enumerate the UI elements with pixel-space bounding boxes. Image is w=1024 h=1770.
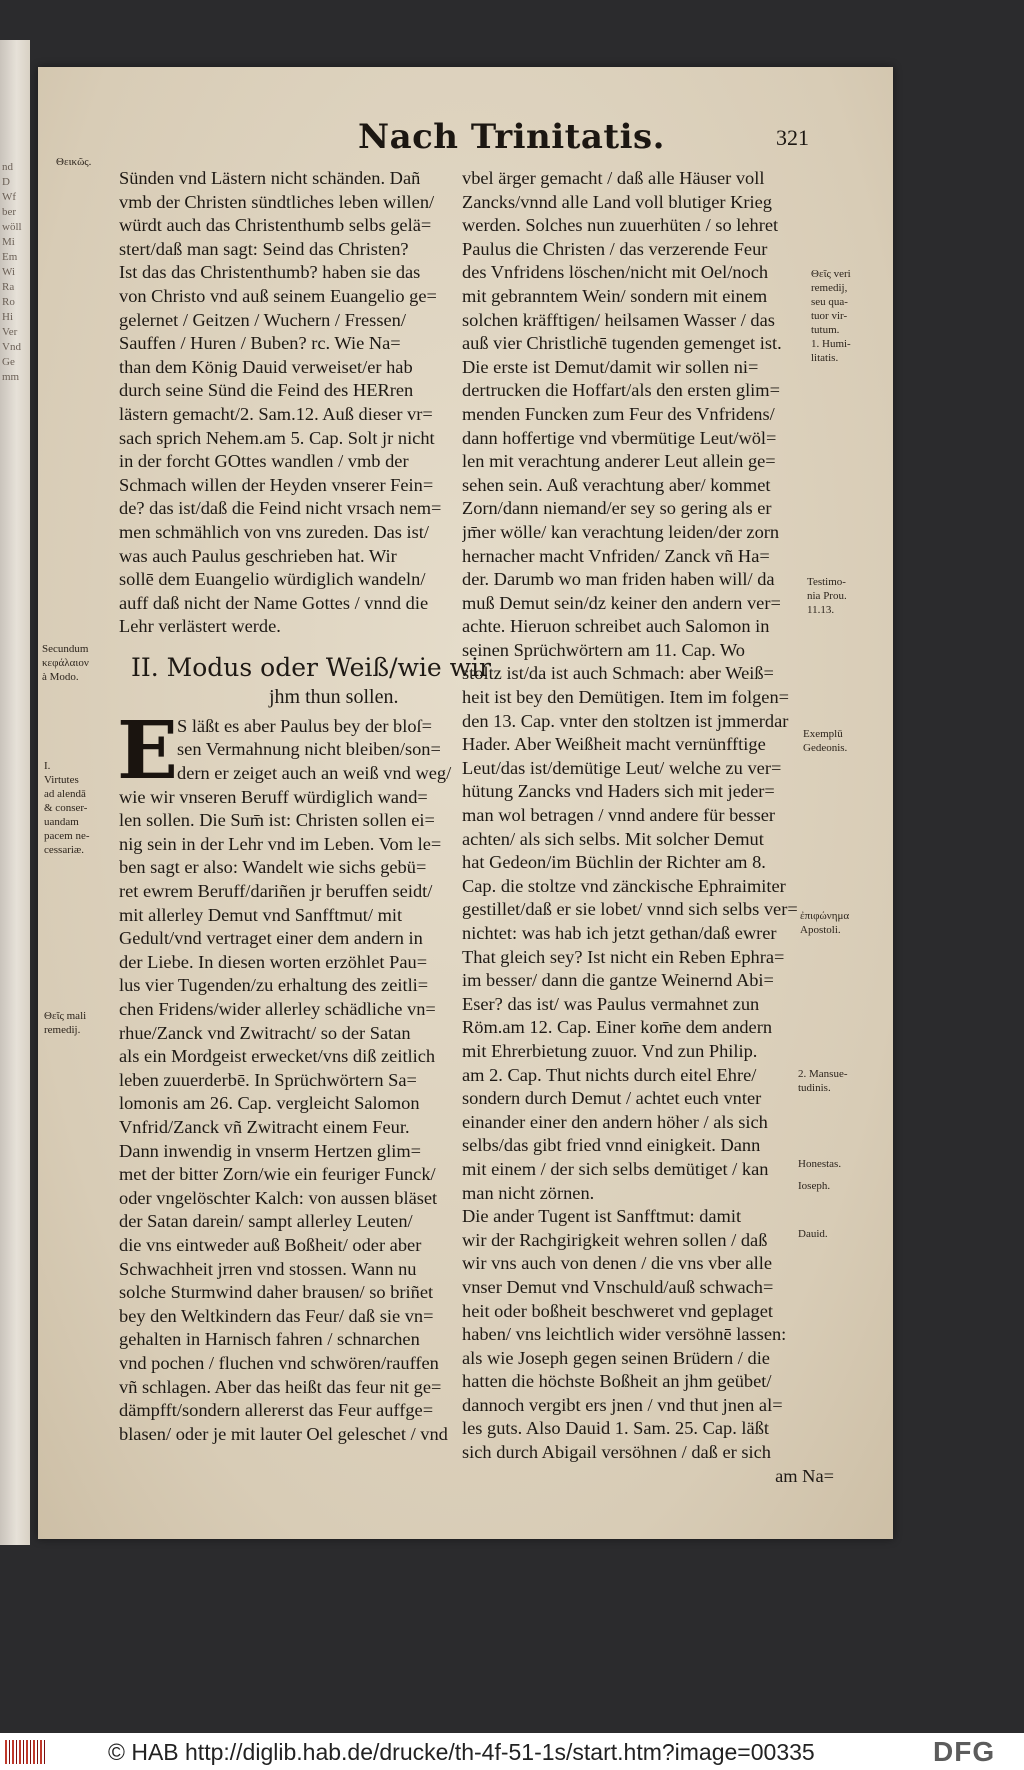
spine-fragment: D <box>2 176 10 188</box>
text-line: sondern durch Demut / achtet euch vnter <box>462 1088 762 1109</box>
text-line: ben sagt er also: Wandelt wie sichs gebü= <box>119 857 427 878</box>
text-line: chen Fridens/wider allerley schädliche vn= <box>119 999 436 1019</box>
text-line: einander einer den andern höher / als sich <box>462 1111 768 1132</box>
left-margin-note-3 <box>44 759 90 857</box>
text-line: am 2. Cap. Thut nichts durch eitel Ehre/ <box>462 1064 757 1085</box>
text-line: solchen kräfftigen/ heilsamen Wasser / das <box>462 309 775 330</box>
text-line: stert/daß man sagt: Seind das Christen? <box>119 238 409 259</box>
text-line: rhue/Zanck vnd Zwitracht/ so der Satan <box>119 1022 411 1043</box>
text-line: hütung Zancks vnd Haders sich mit jeder= <box>462 781 775 802</box>
text-line: remedij, <box>811 282 848 294</box>
right-text-column <box>462 167 844 1488</box>
page-number: 321 <box>776 125 809 150</box>
text-line: nichtet: was hab ich jetzt gethan/daß ewrer <box>462 923 777 943</box>
text-line: solche Sturmwind daher brausen/ so briñet <box>119 1282 434 1303</box>
spine-fragment: nd <box>2 161 13 173</box>
text-line: Eser? das ist/ was Paulus vermahnet zun <box>462 993 760 1014</box>
adjacent-page-edge <box>0 40 30 1545</box>
text-line: Vnfrid/Zanck vñ Zwitracht einem Feur. <box>119 1116 410 1137</box>
text-line: gestillet/daß er sie lobet/ vnnd sich selbs ver= <box>462 899 798 920</box>
text-line: mit allerley Demut vnd Sanfftmut/ mit <box>119 904 403 925</box>
text-line: wir der Rachgirigkeit wehren sollen / daß <box>462 1229 768 1250</box>
spine-fragment: Em <box>2 251 18 263</box>
viewer-footer <box>0 1733 1024 1770</box>
text-line: achte. Hieruon schreibet auch Salomon in <box>462 616 770 637</box>
text-line: im besser/ dann die gantze Weinernd Abi= <box>462 970 774 991</box>
text-line: wie wir vnseren Beruff würdiglich wand= <box>119 786 428 807</box>
text-line: werden. Solches nun zuuerhüten / so lehret <box>462 215 779 236</box>
text-line: Secundum <box>42 643 89 655</box>
text-line: die vns eintweder auß Boßheit/ oder aber <box>119 1234 422 1255</box>
text-line: dern er zeiget auch an weiß vnd weg/ <box>177 763 452 784</box>
text-line: gelernet / Geitzen / Wuchern / Fressen/ <box>119 309 406 330</box>
text-line: blasen/ oder je mit lauter Oel geleschet / vnd <box>119 1423 448 1444</box>
text-line: heit oder boßheit beschweret vnd geplaget <box>462 1300 773 1321</box>
text-line: vnd pochen / fluchen vnd schwören/rauffen <box>119 1352 439 1373</box>
text-line: Leut/das ist/demütige Leut/ welche zu ver= <box>462 757 782 778</box>
text-line: hatten die höchste Boßheit an jhm geübet/ <box>462 1371 772 1392</box>
text-line: dämpfft/sondern allererst das Feur auffge= <box>119 1400 434 1421</box>
text-line: tudinis. <box>798 1082 831 1094</box>
text-line: len sollen. Die Sum̄ ist: Christen sollen ei= <box>119 810 435 831</box>
text-line: tutum. <box>811 324 840 336</box>
spine-fragment: Hi <box>2 311 13 323</box>
adjacent-page-fragments <box>2 160 28 385</box>
left-margin-note-1 <box>56 155 91 169</box>
text-line: lus vier Tugenden/zu erhaltung des zeitli= <box>119 975 429 996</box>
text-line: litatis. <box>811 352 839 364</box>
text-line: durch seine Sünd die Feind des HERren <box>119 380 414 401</box>
left-margin-note-4 <box>44 1009 86 1037</box>
text-line: der Liebe. In diesen worten erzöhlet Pau= <box>119 951 428 972</box>
text-line: Honestas. <box>798 1158 842 1170</box>
catchword: am Na= <box>775 1465 834 1486</box>
text-line: uandam <box>44 816 79 828</box>
text-line: ret ewrem Beruff/dariñen jr beruffen seidt/ <box>119 881 433 902</box>
text-line: κεφάλαιον <box>42 657 89 669</box>
spine-fragment: Vnd <box>2 341 21 353</box>
text-line: auff daß nicht der Name Gottes / vnnd die <box>119 592 429 613</box>
text-line: vmb der Christen sündtliches leben willen/ <box>119 191 435 212</box>
library-barcode-icon <box>5 1740 45 1764</box>
book-page <box>38 67 893 1539</box>
text-line: gehalten in Harnisch fahren / schnarchen <box>119 1329 420 1350</box>
text-line: jm̄er wölle/ kan verachtung leiden/der zorn <box>462 521 780 542</box>
text-line: Ioseph. <box>798 1180 831 1192</box>
text-line: oder vngelöschter Kalch: von aussen bläset <box>119 1187 438 1208</box>
text-line: Θεῖς mali <box>44 1010 87 1022</box>
source-credit-text[interactable]: © HAB http://diglib.hab.de/drucke/th-4f-51-1s/start.htm?image=00335 <box>108 1739 815 1765</box>
text-line: lästern gemacht/2. Sam.12. Auß dieser vr= <box>119 403 433 424</box>
text-line: Virtutes <box>44 774 79 786</box>
text-line: That gleich sey? Ist nicht ein Reben Ephra= <box>462 946 785 967</box>
text-line: Die ander Tugent ist Sanfftmut: damit <box>462 1206 742 1227</box>
text-line: tuor vir- <box>811 310 848 322</box>
dfg-logo: DFG <box>933 1736 996 1767</box>
text-line: auß vier Christlichē tugenden gemenget ist. <box>462 333 782 354</box>
right-paragraph <box>462 167 844 1465</box>
text-line: Exemplū <box>803 728 843 740</box>
spine-fragment: Ro <box>2 296 15 308</box>
text-line: Paulus die Christen / das verzerende Feur <box>462 238 768 259</box>
text-line: leben zuuerderbē. In Sprüchwörtern Sa= <box>119 1069 417 1090</box>
text-line: sollē dem Euangelio würdiglich wandeln/ <box>119 569 426 590</box>
text-line: sehen sein. Auß verachtung aber/ kommet <box>462 474 771 495</box>
text-line: dertrucken die Hoffart/als den ersten glim= <box>462 380 780 401</box>
text-line: stoltz ist/da ist auch Schmach: aber Weiß= <box>462 663 774 684</box>
text-line: von Christo vnd auß seinem Euangelio ge= <box>119 285 437 306</box>
text-line: bey den Weltkindern das Feur/ daß sie vn= <box>119 1305 434 1326</box>
text-line: als ein Mordgeist erwecket/vns diß zeitlich <box>119 1046 436 1067</box>
left-paragraph-bottom <box>119 786 495 1447</box>
text-line: in der forcht GOttes wandlen / vmb der <box>119 451 409 472</box>
text-line: Zancks/vnnd alle Land voll blutiger Krieg <box>462 191 773 212</box>
text-line: than dem König Dauid verweiset/er hab <box>119 356 413 377</box>
text-line: was auch Paulus geschrieben hat. Wir <box>119 545 397 566</box>
text-line: dann hoffertige vnd vbermütige Leut/wöl= <box>462 427 777 448</box>
text-line: men schmählich von vns zureden. Das ist/ <box>119 521 430 542</box>
text-line: sich durch Abigail versöhnen / daß er sich <box>462 1442 771 1463</box>
spine-fragment: Mi <box>2 236 15 248</box>
text-line: Die erste ist Demut/damit wir sollen ni= <box>462 356 759 377</box>
text-line: nig sein in der Lehr vnd im Leben. Vom le= <box>119 833 442 854</box>
text-line: I. <box>44 760 51 772</box>
text-line: muß Demut sein/dz keiner den andern ver= <box>462 592 781 613</box>
text-line: seu qua- <box>811 296 848 308</box>
text-line: Dann inwendig in vnserm Hertzen glim= <box>119 1140 421 1161</box>
text-line: mit gebranntem Wein/ sondern mit einem <box>462 285 768 306</box>
text-line: hat Gedeon/im Büchlin der Richter am 8. <box>462 852 766 873</box>
text-line: achten/ als sich selbs. Mit solcher Demut <box>462 828 764 849</box>
text-line: wir vns auch von denen / die vns vber alle <box>462 1253 773 1274</box>
text-line: Dauid. <box>798 1228 828 1240</box>
text-line: Sauffen / Huren / Buben? rc. Wie Na= <box>119 333 401 354</box>
text-line: man wol betragen / vnnd andere für besser <box>462 805 776 826</box>
spine-fragment: mm <box>2 371 20 383</box>
text-line: der. Darumb wo man friden haben will/ da <box>462 569 775 590</box>
text-line: remedij. <box>44 1024 81 1036</box>
text-line: pacem ne- <box>44 830 90 842</box>
spine-fragment: Ge <box>2 356 15 368</box>
text-line: Zorn/dann niemand/er sey so gering als er <box>462 498 772 519</box>
text-line: Θεικῶς. <box>56 156 92 168</box>
left-margin-note-2 <box>42 642 89 684</box>
text-line: S läßt es aber Paulus bey der bloſ= <box>177 715 433 736</box>
text-line: Lehr verlästert werde. <box>119 616 281 637</box>
text-line: vñ schlagen. Aber das heißt das feur nit ge= <box>119 1376 442 1397</box>
text-line: menden Funcken zum Feur des Vnfridens/ <box>462 403 775 424</box>
text-line: cessariæ. <box>44 844 85 856</box>
text-line: Ist das das Christenthumb? haben sie das <box>119 262 421 283</box>
text-line: Apostoli. <box>800 924 841 936</box>
text-line: de? das ist/daß die Feind nicht vrsach nem= <box>119 498 442 519</box>
text-line: der Satan darein/ sampt allerley Leuten/ <box>119 1211 413 1232</box>
text-line: lomonis am 26. Cap. vergleicht Salomon <box>119 1093 420 1114</box>
text-line: 11.13. <box>807 604 835 616</box>
text-line: Gedeonis. <box>803 742 848 754</box>
section-heading: II. Modus oder Weiß/wie wir <box>131 652 491 682</box>
left-paragraph-top <box>119 167 495 639</box>
text-line: Cap. die stoltze vnd zänckische Ephraimiter <box>462 875 786 896</box>
text-line: sen Vermahnung nicht bleiben/son= <box>177 739 441 760</box>
text-line: met der bitter Zorn/wie ein feuriger Funck/ <box>119 1164 436 1185</box>
text-line: nia Prou. <box>807 590 847 602</box>
spine-fragment: ber <box>2 206 17 218</box>
spine-fragment: Ra <box>2 281 15 293</box>
running-title: Nach Trinitatis. <box>358 117 665 157</box>
spine-fragment: Ver <box>2 326 18 338</box>
text-line: les guts. Also Dauid 1. Sam. 25. Cap. läßt <box>462 1418 770 1439</box>
text-line: haben/ vns leichtlich wider versöhnē lassen: <box>462 1324 787 1345</box>
text-line: hernacher macht Vnfriden/ Zanck vñ Ha= <box>462 545 770 566</box>
drop-cap-letter: E <box>117 702 178 797</box>
text-line: Schmach willen der Heyden vnserer Fein= <box>119 474 434 495</box>
text-line: mit Ehrerbietung zuuor. Vnd zun Philip. <box>462 1040 758 1061</box>
text-line: man nicht zörnen. <box>462 1182 595 1203</box>
spine-fragment: Wi <box>2 266 15 278</box>
text-line: à Modo. <box>42 671 79 683</box>
running-head <box>38 117 893 163</box>
text-line: len mit verachtung anderer Leut allein ge= <box>462 451 776 472</box>
section-subheading: jhm thun sollen. <box>269 685 399 708</box>
text-line: ἐπιφώνημα <box>800 910 850 922</box>
text-line: des Vnfridens löschen/nicht mit Oel/noch <box>462 262 769 283</box>
spine-fragment: wöll <box>2 221 22 233</box>
text-line: Hader. Aber Weißheit macht vernünfftige <box>462 734 766 755</box>
text-line: als wie Joseph gegen seinen Brüdern / die <box>462 1347 770 1368</box>
source-credit-link[interactable] <box>108 1739 815 1766</box>
text-line: vnser Demut vnd Vnschuld/auß schwach= <box>462 1276 774 1297</box>
text-line: würdt auch das Christenthumb selbs gelä= <box>119 215 432 236</box>
text-line: Röm.am 12. Cap. Einer kom̄e dem andern <box>462 1017 773 1038</box>
left-text-column <box>119 167 495 1446</box>
text-line: seinen Sprüchwörtern am 11. Cap. Wo <box>462 639 746 660</box>
text-line: heit ist bey den Demütigen. Item im folgen= <box>462 687 790 708</box>
text-line: vbel ärger gemacht / daß alle Häuser voll <box>462 168 765 188</box>
text-line: Sünden vnd Lästern nicht schänden. Dañ <box>119 168 421 188</box>
spine-fragment: Wf <box>2 191 17 203</box>
text-line: dannoch vergibt ers jnen / vnd thut jnen al= <box>462 1394 783 1415</box>
text-line: den 13. Cap. vnter den stoltzen ist jmmerdar <box>462 710 789 731</box>
text-line: 1. Humi- <box>811 338 851 350</box>
text-line: Schwachheit jrren vnd stossen. Wann nu <box>119 1258 417 1279</box>
text-line: & conser- <box>44 802 88 814</box>
text-line: mit einem / der sich selbs demütiget / kan <box>462 1158 769 1179</box>
text-line: 2. Mansue- <box>798 1068 848 1080</box>
text-line: sach sprich Nehem.am 5. Cap. Solt jr nicht <box>119 427 435 448</box>
text-line: Testimo- <box>807 576 846 588</box>
text-line: Θεῖς veri <box>811 268 851 280</box>
text-line: Gedult/vnd vertraget einer dem andern in <box>119 928 423 949</box>
text-line: selbs/das gibt fried vnnd einigkeit. Dann <box>462 1135 761 1156</box>
text-line: ad alendā <box>44 788 86 800</box>
